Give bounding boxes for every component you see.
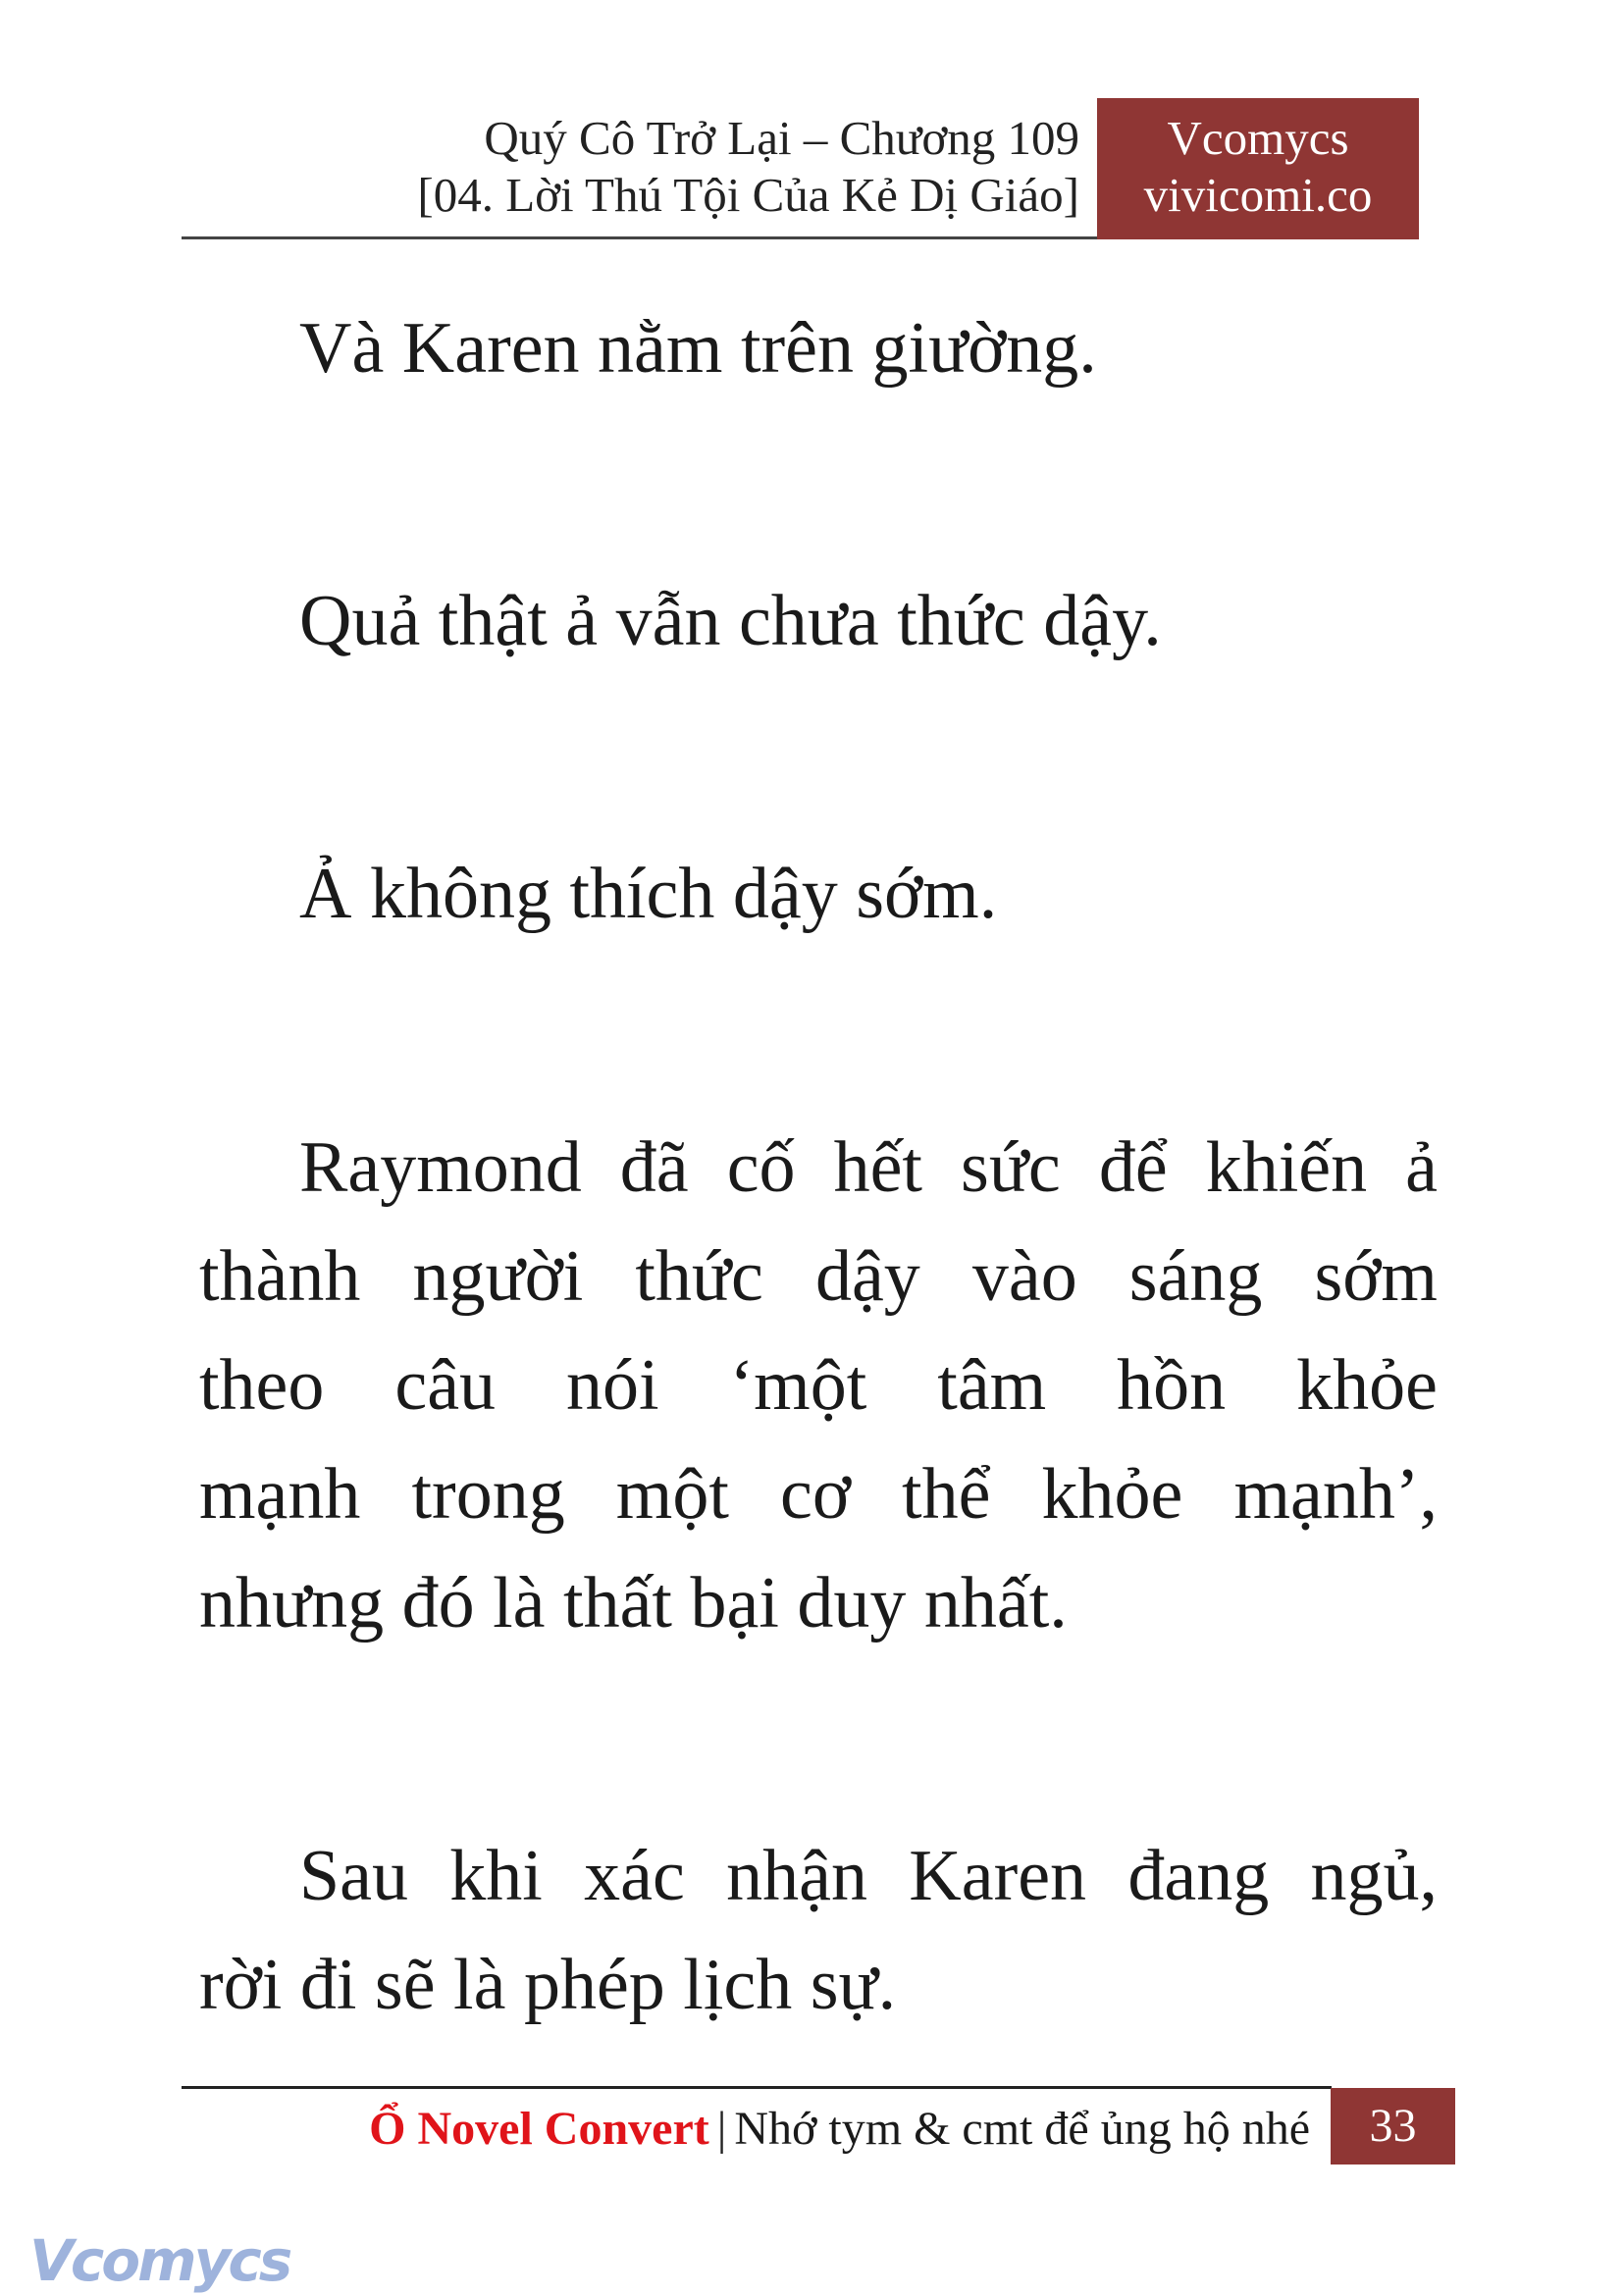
site-name: Vcomycs <box>1167 111 1349 165</box>
watermark-logo: Vcomycs <box>29 2227 290 2294</box>
text-line: Ả không thích dậy sớm. <box>299 854 998 934</box>
paragraph <box>199 294 1438 403</box>
paragraph <box>199 1822 1438 2040</box>
chapter-subtitle: [04. Lời Thú Tội Của Kẻ Dị Giáo] <box>417 168 1079 222</box>
header-divider <box>182 236 1099 239</box>
text-line: theo câu nói ‘một tâm hồn khỏe <box>199 1345 1438 1426</box>
footer-separator: | <box>716 2103 727 2155</box>
chapter-header <box>417 110 1079 224</box>
footer-message: Nhớ tym & cmt để ủng hộ nhé <box>734 2103 1310 2155</box>
footer-brand: Ổ Novel Convert <box>369 2103 709 2155</box>
footer-divider <box>182 2086 1332 2089</box>
text-line: Raymond đã cố hết sức để khiến ả <box>299 1127 1438 1208</box>
chapter-title: Quý Cô Trở Lại – Chương 109 <box>484 111 1079 165</box>
text-line: rời đi sẽ là phép lịch sự. <box>199 1945 897 2025</box>
text-line: Quả thật ả vẫn chưa thức dậy. <box>299 581 1162 661</box>
footer-text <box>369 2100 1310 2159</box>
text-line: Và Karen nằm trên giường. <box>299 308 1097 389</box>
site-url: vivicomi.co <box>1143 168 1373 222</box>
paragraph <box>199 567 1438 676</box>
text-line: Sau khi xác nhận Karen đang ngủ, <box>299 1836 1438 1916</box>
site-badge <box>1097 98 1419 239</box>
paragraph <box>199 840 1438 949</box>
page-number: 33 <box>1331 2088 1455 2165</box>
paragraph <box>199 1114 1438 1658</box>
text-line: mạnh trong một cơ thể khỏe mạnh’, <box>199 1454 1438 1535</box>
text-line: nhưng đó là thất bại duy nhất. <box>199 1563 1068 1643</box>
text-line: thành người thức dậy vào sáng sớm <box>199 1236 1438 1317</box>
